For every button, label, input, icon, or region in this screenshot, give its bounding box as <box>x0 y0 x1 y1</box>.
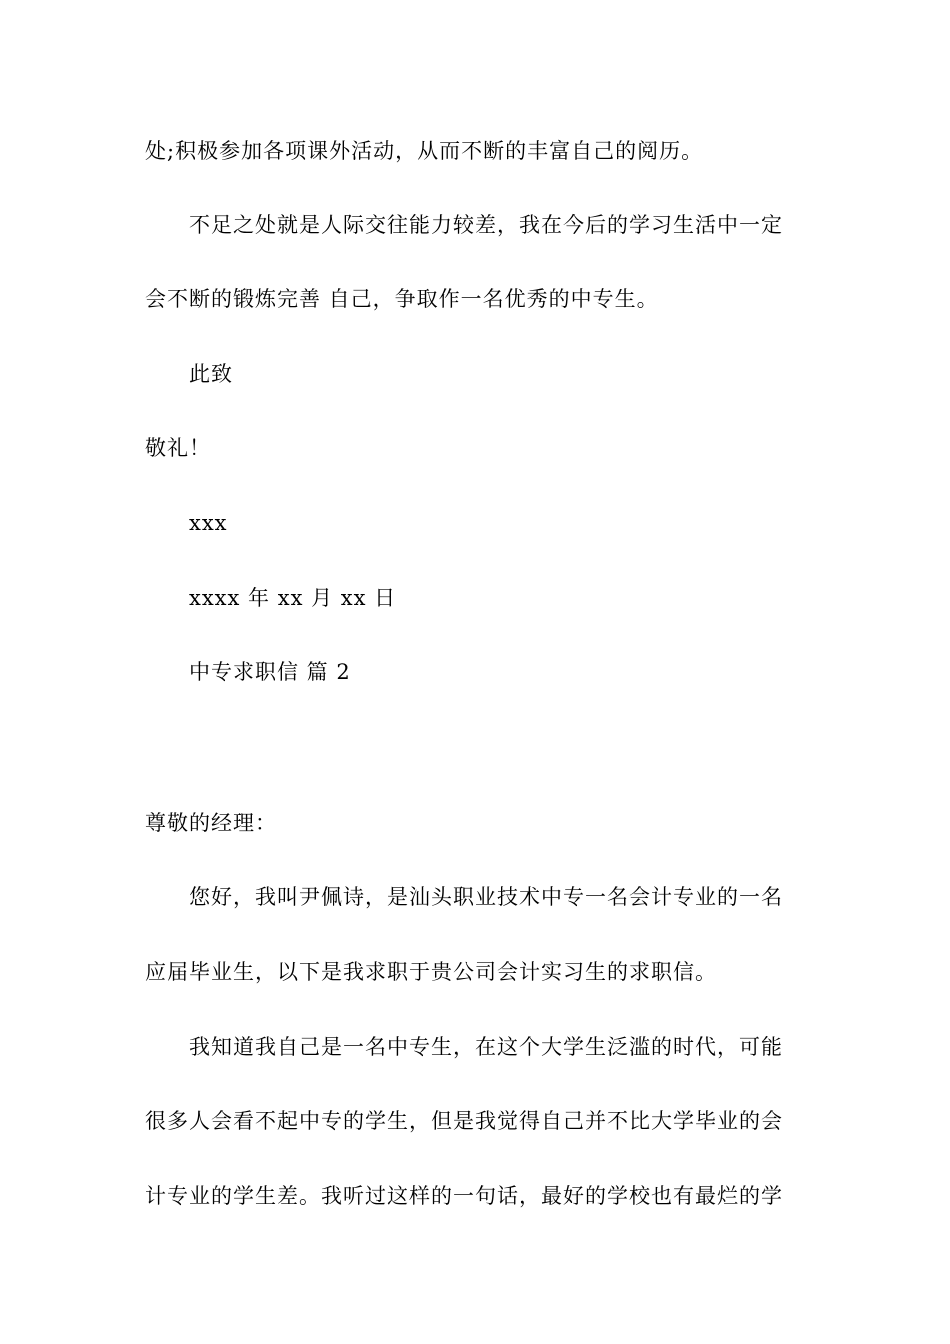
paragraph-line: 处;积极参加各项课外活动，从而不断的丰富自己的阅历。 <box>145 139 704 163</box>
signature-name: xxx <box>189 511 228 535</box>
paragraph-line: 您好，我叫尹佩诗，是汕头职业技术中专一名会计专业的一名 <box>189 885 783 909</box>
greeting: 尊敬的经理： <box>145 811 277 835</box>
paragraph-line: 很多人会看不起中专的学生，但是我觉得自己并不比大学毕业的会 <box>145 1109 783 1133</box>
paragraph-line: 我知道我自己是一名中专生，在这个大学生泛滥的时代，可能 <box>189 1035 783 1059</box>
paragraph-line: 计专业的学生差。我听过这样的一句话，最好的学校也有最烂的学 <box>145 1184 783 1208</box>
closing-regards: 敬礼！ <box>145 436 211 460</box>
signature-date: xxxx 年 xx 月 xx 日 <box>189 586 397 610</box>
paragraph-line: 应届毕业生，以下是我求职于贵公司会计实习生的求职信。 <box>145 960 717 984</box>
paragraph-line: 会不断的锻炼完善 自己，争取作一名优秀的中专生。 <box>145 287 659 311</box>
paragraph-line: 不足之处就是人际交往能力较差，我在今后的学习生活中一定 <box>189 213 783 237</box>
closing-salutation: 此致 <box>189 362 233 386</box>
section-title: 中专求职信 篇 2 <box>189 660 351 684</box>
